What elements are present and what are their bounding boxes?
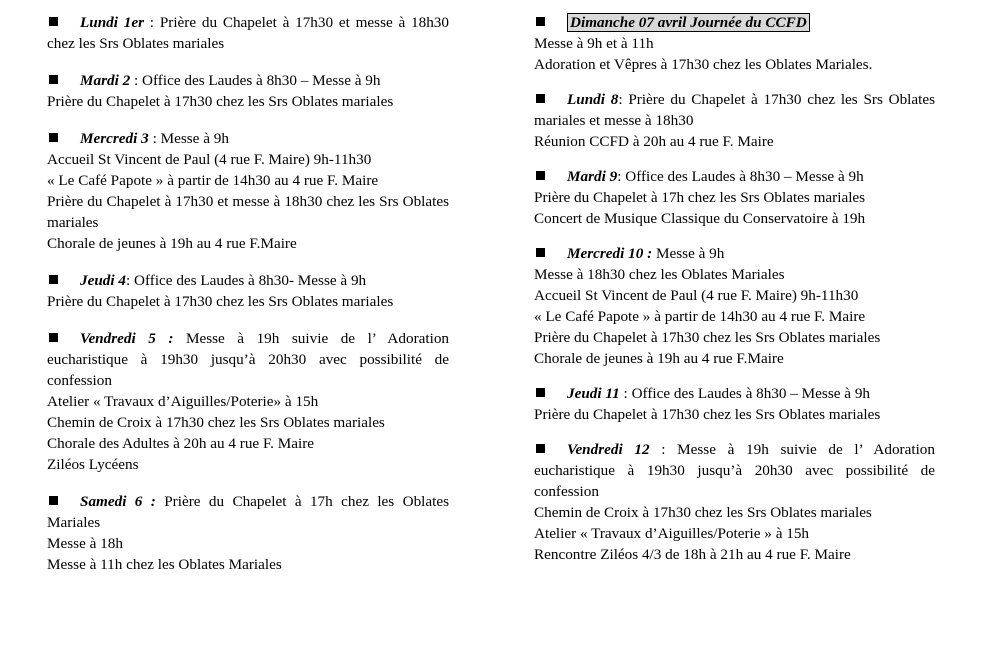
entry-samedi-6 xyxy=(47,491,449,575)
entry-text: Office des Laudes à 8h30 – Messe à 9h xyxy=(142,72,381,89)
entry-text: Ziléos Lycéens xyxy=(47,456,139,473)
square-bullet-icon xyxy=(536,248,545,257)
entry-text: Adoration et Vêpres à 17h30 chez les Oblates Mariales. xyxy=(534,56,873,73)
entry-mardi-9 xyxy=(534,166,935,229)
entry-first-line: Vendredi 12 : Messe à 19h suivie de l’ Adoration eucharistique à 19h30 jusqu’à 20h30 avec possibilité de confession xyxy=(534,441,935,500)
day-heading: Vendredi 5 : xyxy=(80,330,174,347)
day-heading: Mardi 9 xyxy=(567,168,618,185)
entry-text: Atelier « Travaux d’Aiguilles/Poterie» à 15h xyxy=(47,393,319,410)
entry-text: Prière du Chapelet à 17h30 chez les Srs Oblates mariales xyxy=(534,329,881,346)
entry-first-line: Mardi 2 : Office des Laudes à 8h30 – Messe à 9h xyxy=(47,70,449,91)
entry-mercredi-3 xyxy=(47,128,449,254)
entry-text: Prière du Chapelet à 17h chez les Oblates Mariales xyxy=(47,493,449,531)
entry-text: Office des Laudes à 8h30 – Messe à 9h xyxy=(631,385,871,402)
entry-text: Chemin de Croix à 17h30 chez les Srs Oblates mariales xyxy=(47,414,385,431)
entry-text: Prière du Chapelet à 17h30 et messe à 18h30 chez les Srs Oblates mariales xyxy=(47,14,449,52)
entry-text: Office des Laudes à 8h30 – Messe à 9h xyxy=(625,168,864,185)
entry-text: Prière du Chapelet à 17h30 chez les Srs Oblates mariales et messe à 18h30 xyxy=(534,91,936,129)
entry-text: Messe à 9h xyxy=(160,130,229,147)
entry-text: « Le Café Papote » à partir de 14h30 au 4 rue F. Maire xyxy=(47,172,379,189)
entry-jeudi-11 xyxy=(534,383,935,425)
entry-text: Prière du Chapelet à 17h chez les Srs Oblates mariales xyxy=(534,189,866,206)
square-bullet-icon xyxy=(49,133,58,142)
day-heading: Mardi 2 xyxy=(80,72,131,89)
entry-text: Messe à 19h suivie de l’ Adoration eucharistique à 19h30 jusqu’à 20h30 avec possibilité de confession xyxy=(534,441,935,500)
entry-first-line xyxy=(47,491,449,533)
day-heading: Lundi 1er xyxy=(80,14,145,31)
entry-jeudi-4 xyxy=(47,270,449,312)
entry-text: Messe à 18h xyxy=(47,535,123,552)
entry-text: « Le Café Papote » à partir de 14h30 au 4 rue F. Maire xyxy=(534,308,866,325)
entry-text: Prière du Chapelet à 17h30 et messe à 18h30 chez les Srs Oblates mariales xyxy=(47,193,449,231)
square-bullet-icon xyxy=(49,17,58,26)
day-heading: Jeudi 4 xyxy=(80,272,126,289)
square-bullet-icon xyxy=(536,444,545,453)
entry-text: Chorale de jeunes à 19h au 4 rue F.Maire xyxy=(47,235,297,252)
entry-text: Chorale de jeunes à 19h au 4 rue F.Maire xyxy=(534,350,784,367)
square-bullet-icon xyxy=(536,94,545,103)
day-heading: Samedi 6 : xyxy=(80,493,156,510)
entry-text: Messe à 11h chez les Oblates Mariales xyxy=(47,556,282,573)
entry-text: Réunion CCFD à 20h au 4 rue F. Maire xyxy=(534,133,774,150)
entry-first-line xyxy=(534,12,935,33)
day-heading: Mercredi 3 xyxy=(80,130,149,147)
entry-vendredi-5 xyxy=(47,328,449,475)
entry-dimanche-7 xyxy=(534,12,935,75)
entry-text: Messe à 18h30 chez les Oblates Mariales xyxy=(534,266,785,283)
day-heading: Vendredi 12 xyxy=(567,441,650,458)
entry-vendredi-12 xyxy=(534,439,935,565)
entry-text: Messe à 9h et à 11h xyxy=(534,35,654,52)
entry-lundi-8 xyxy=(534,89,935,152)
entry-text: Accueil St Vincent de Paul (4 rue F. Maire) 9h-11h30 xyxy=(47,151,372,168)
entry-text: Rencontre Ziléos 4/3 de 18h à 21h au 4 rue F. Maire xyxy=(534,546,851,563)
square-bullet-icon xyxy=(49,496,58,505)
entry-mercredi-10 xyxy=(534,243,935,369)
entry-first-line: Lundi 1er : Prière du Chapelet à 17h30 et messe à 18h30 chez les Srs Oblates mariales xyxy=(47,14,449,52)
entry-text: Messe à 9h xyxy=(656,245,725,262)
entry-first-line xyxy=(47,328,449,391)
entry-text: Atelier « Travaux d’Aiguilles/Poterie » à 15h xyxy=(534,525,810,542)
entry-text: Concert de Musique Classique du Conservatoire à 19h xyxy=(534,210,866,227)
entry-lundi-1 xyxy=(47,12,449,54)
square-bullet-icon xyxy=(536,388,545,397)
square-bullet-icon xyxy=(49,333,58,342)
square-bullet-icon xyxy=(49,75,58,84)
entry-text: Prière du Chapelet à 17h30 chez les Srs Oblates mariales xyxy=(47,293,394,310)
entry-first-line: Jeudi 11 : Office des Laudes à 8h30 – Messe à 9h xyxy=(534,383,935,404)
entry-first-line xyxy=(534,243,935,264)
entry-text: Prière du Chapelet à 17h30 chez les Srs Oblates mariales xyxy=(534,406,881,423)
day-heading: Mercredi 10 : xyxy=(567,245,653,262)
square-bullet-icon xyxy=(536,17,545,26)
entry-text: Office des Laudes à 8h30- Messe à 9h xyxy=(134,272,367,289)
entry-first-line: Mardi 9: Office des Laudes à 8h30 – Messe à 9h xyxy=(534,166,935,187)
square-bullet-icon xyxy=(536,171,545,180)
square-bullet-icon xyxy=(49,275,58,284)
day-heading: Lundi 8 xyxy=(567,91,619,108)
entry-mardi-2 xyxy=(47,70,449,112)
left-column xyxy=(47,12,449,591)
entry-first-line: Mercredi 3 : Messe à 9h xyxy=(47,128,449,149)
entry-first-line: Jeudi 4: Office des Laudes à 8h30- Messe à 9h xyxy=(47,270,449,291)
entry-text: Chemin de Croix à 17h30 chez les Srs Oblates mariales xyxy=(534,504,872,521)
entry-text: Messe à 19h suivie de l’ Adoration eucharistique à 19h30 jusqu’à 20h30 avec possibilité de confession xyxy=(47,330,450,389)
day-heading: Jeudi 11 xyxy=(567,385,620,402)
right-column xyxy=(534,12,935,579)
entry-text: Chorale des Adultes à 20h au 4 rue F. Maire xyxy=(47,435,315,452)
highlighted-day-heading: Dimanche 07 avril Journée du CCFD xyxy=(567,13,810,32)
entry-text: Prière du Chapelet à 17h30 chez les Srs Oblates mariales xyxy=(47,93,394,110)
entry-text: Accueil St Vincent de Paul (4 rue F. Maire) 9h-11h30 xyxy=(534,287,859,304)
entry-first-line: Lundi 8: Prière du Chapelet à 17h30 chez les Srs Oblates mariales et messe à 18h30 xyxy=(534,91,936,129)
